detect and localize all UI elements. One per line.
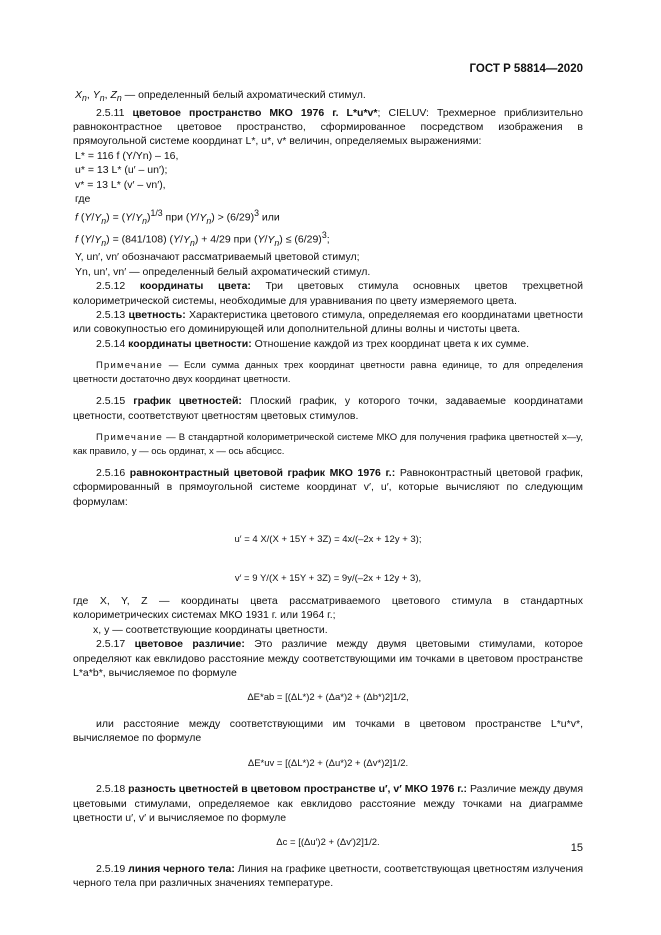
clause-2-5-12: 2.5.12 координаты цвета: Три цветовых стимула основных цветов трехцветной колориметрической системы, необходимые для уравнивания по цвету измеряемого цвета.	[73, 280, 583, 307]
document-body	[73, 88, 583, 891]
page-number: 15	[570, 842, 583, 854]
stimulus-definition: $X_n$, $Y_n$, $Z_n$ — определенный белый ахроматический стимул.	[75, 89, 366, 104]
clause-2-5-14: 2.5.14 координаты цветности: Отношение каждой из трех координат цвета к их сумме.	[96, 337, 530, 350]
document-id: ГОСТ Р 58814—2020	[469, 63, 583, 75]
equation-delta-e-ab: ΔE*ab = [(ΔL*)2 + (Δa*)2 + (Δb*)2]1/2,	[247, 692, 409, 704]
where-xy: x, y — соответствующие координаты цветности.	[93, 623, 328, 636]
formula-f2: f $(Y/Y_n) = (841/108) (Y/Y_n) + 4/29$ при $(Y/Y_n) \le (6/29)^3$;	[75, 230, 330, 248]
formula-l: L* = 116 f (Y/Yn) – 16,	[75, 149, 179, 162]
or-distance-text: или расстояние между соответствующими им точками в цветовом пространстве L*u*v*, вычисляемое по формуле	[73, 717, 583, 745]
formula-notation2: Yn, un′, vn′ — определенный белый ахроматический стимул.	[75, 265, 371, 278]
clause-2-5-13: 2.5.13 цветность: Характеристика цветового стимула, определяемая его координатами цветности или совокупностью его доминирующей или дополнительной длины волны и чистоты цвета.	[73, 308, 584, 336]
note-1: Примечание — Если сумма данных трех координат цветности равна единице, то для определения цветности достаточно двух координат цветности.	[73, 360, 583, 385]
formula-notation1: Y, un′, vn′ обозначают рассматриваемый цветовой стимул;	[75, 251, 360, 264]
note-2: Примечание — В стандартной колориметрической системе МКО для получения графика цветностей x—y, как правило, y — ось ординат, x — ось абсцисс.	[73, 432, 583, 457]
clause-2-5-11: 2.5.11 цветовое пространство МКО 1976 г. L*u*v*; CIELUV: Трехмерное приблизительно равноконтрастное цветовое пространство, сформированное посредством изображения в прямоугольной системе координат L*, u*, v* величин, определяемых выражениями:	[73, 106, 584, 148]
clause-2-5-15: 2.5.15 график цветностей: Плоский график, у которого точки, задаваемые координатами цветности, соответствуют цветностям цветовых стимулов.	[73, 395, 583, 422]
equation-v-prime: v′ = 9 Y/(X + 15Y + 3Z) = 9y/(–2x + 12y + 3),	[234, 572, 422, 584]
equation-u-prime: u′ = 4 X/(X + 15Y + 3Z) = 4x/(–2x + 12y + 3);	[234, 534, 422, 546]
equation-delta-c: Δc = [(Δu′)2 + (Δv′)2]1/2.	[276, 837, 380, 849]
clause-2-5-19: 2.5.19 линия черного тела: Линия на графике цветности, соответствующая цветностям излучения черного тела при различных значениях температуре.	[73, 862, 583, 890]
clause-2-5-16: 2.5.16 равноконтрастный цветовой график МКО 1976 г.: Равноконтрастный цветовой график, сформированный в прямоугольной системе координат v′, u′, которые вычисляют по следующим формулам:	[73, 467, 583, 508]
clause-2-5-17: 2.5.17 цветовое различие: Это различие между двумя цветовыми стимулами, которое определяют как евклидово расстояние между соответствующими им точками в цветовом пространстве L*a*b*, вычисляемое по формуле	[73, 638, 583, 680]
formula-v: v* = 13 L* (v′ – vn′),	[75, 178, 166, 191]
where-xyz: где X, Y, Z — координаты цвета рассматриваемого цветового стимула в стандартных колориметрических системах МКО 1931 г. или 1964 г.;	[73, 595, 583, 622]
clause-2-5-18: 2.5.18 разность цветностей в цветовом пространстве u′, v′ МКО 1976 г.: Различие между двумя цветовыми стимулами, определяемое как евклидово расстояние между точками на диаграмме цветности u′, v′ и вычисляемое по формуле	[73, 783, 584, 824]
where-label: где	[75, 192, 91, 205]
formula-u: u* = 13 L* (u′ – un′);	[75, 164, 168, 177]
equation-delta-e-uv: ΔE*uv = [(ΔL*)2 + (Δu*)2 + (Δv*)2]1/2.	[247, 757, 409, 769]
formula-f1: f $(Y/Y_n) = (Y/Y_n)^{1/3}$ при $(Y/Y_n) > (6/29)^3$ или	[75, 208, 280, 226]
